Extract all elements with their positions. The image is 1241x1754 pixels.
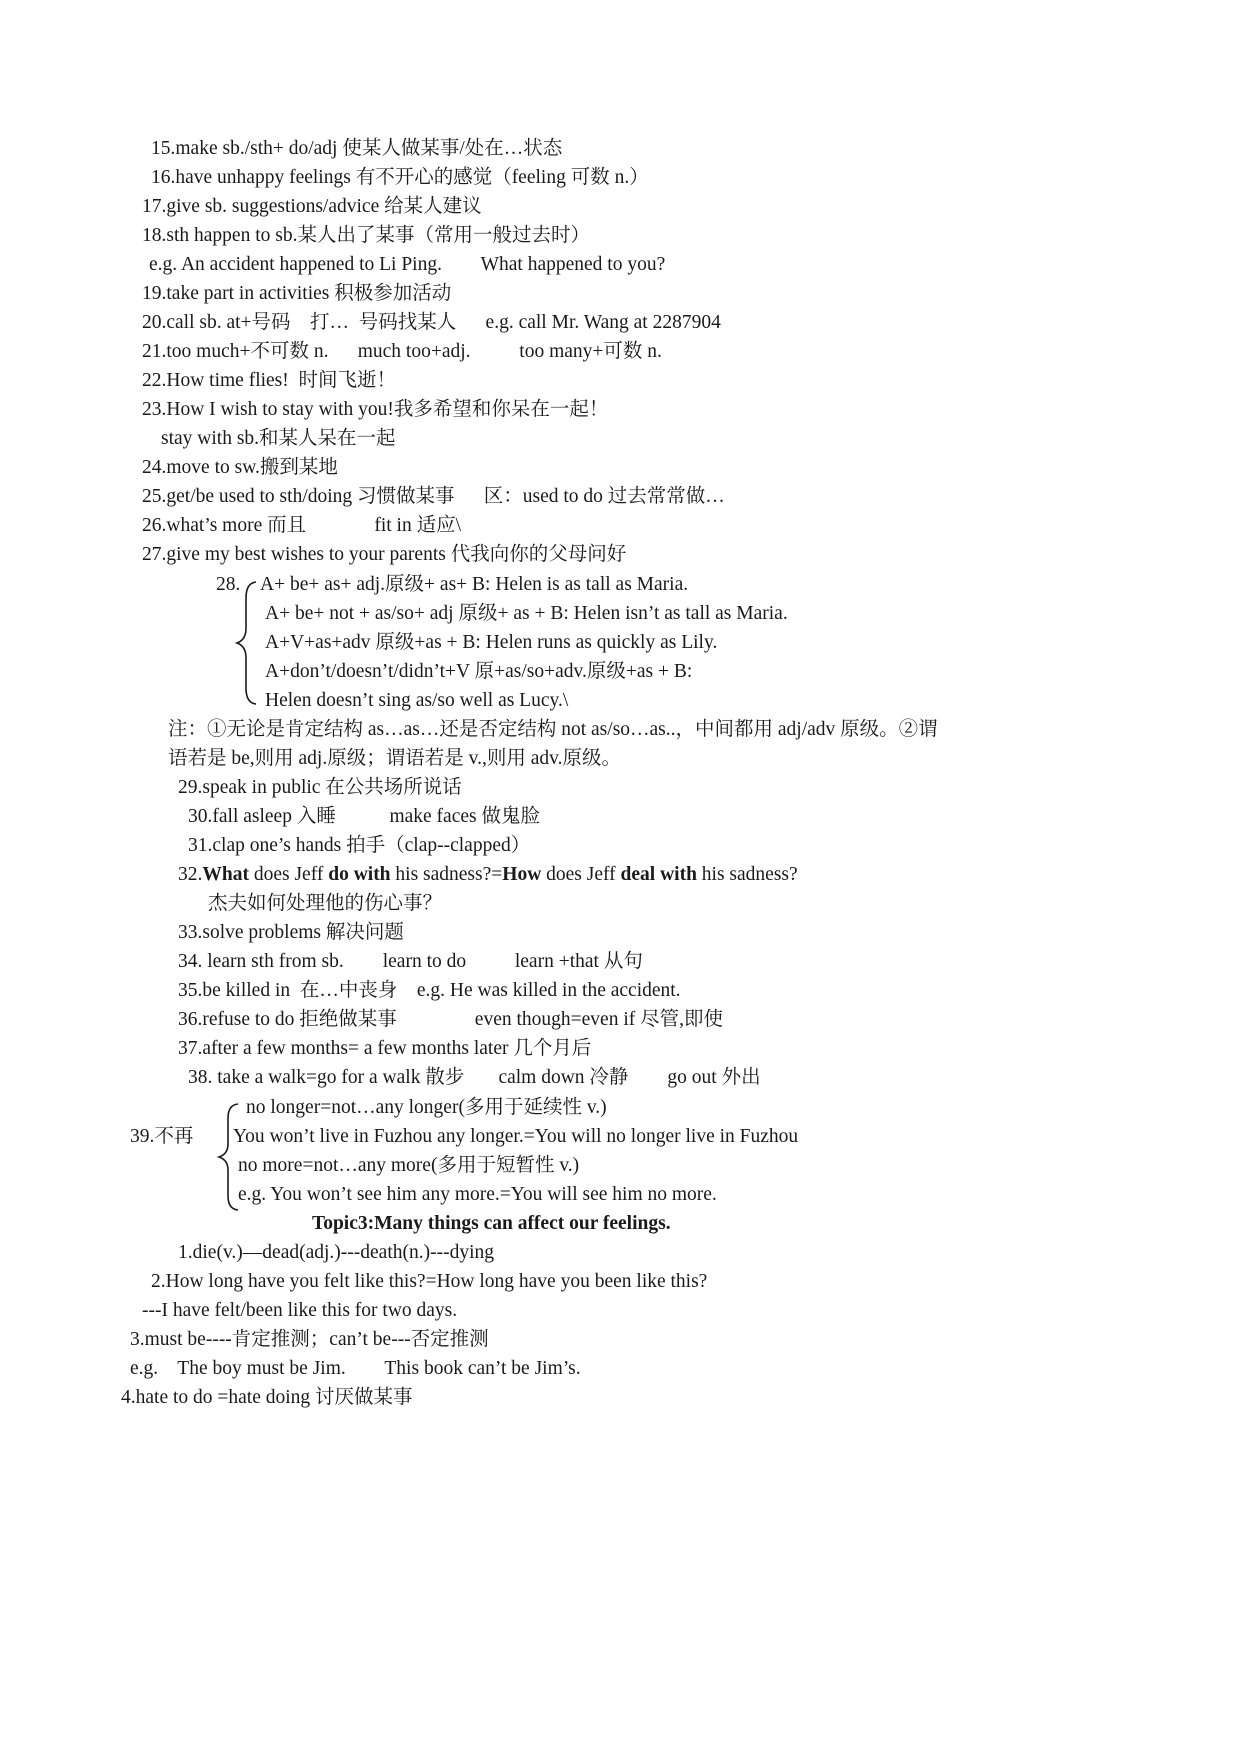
line-22: 22.How time flies! 时间飞逝！ xyxy=(142,370,397,391)
line-26: 26.what’s more 而且 fit in 适应\ xyxy=(142,515,462,536)
line-25: 25.get/be used to sth/doing 习惯做某事 区：used to do 过去常常做… xyxy=(142,486,725,507)
line-39-d: e.g. You won’t see him any more.=You will see him no more. xyxy=(238,1184,717,1205)
line-32-translation: 杰夫如何处理他的伤心事？ xyxy=(208,893,443,914)
line-23-sub: stay with sb.和某人呆在一起 xyxy=(161,428,396,449)
line-17: 17.give sb. suggestions/advice 给某人建议 xyxy=(142,196,482,217)
line-36: 36.refuse to do 拒绝做某事 even though=even if 尽管,即使 xyxy=(178,1009,724,1030)
line-39-number: 39.不再 xyxy=(130,1126,194,1147)
topic-heading: Topic3:Many things can affect our feelings. xyxy=(312,1213,671,1234)
line-28-d: A+don’t/doesn’t/didn’t+V 原+as/so+adv.原级+as + B: xyxy=(265,661,693,682)
line-39-a: no longer=not…any longer(多用于延续性 v.) xyxy=(246,1097,607,1118)
line-29: 29.speak in public 在公共场所说话 xyxy=(178,777,462,798)
line-31: 31.clap one’s hands 拍手（clap--clapped） xyxy=(188,835,531,856)
line-32-part: does Jeff xyxy=(248,864,329,885)
line-32 xyxy=(178,863,798,887)
note-line-2: 语若是 be,则用 adj.原级；谓语若是 v.,则用 adv.原级。 xyxy=(168,748,621,769)
topic-line-3-example: e.g. The boy must be Jim. This book can’t be Jim’s. xyxy=(130,1358,581,1379)
line-32-part: does Jeff xyxy=(541,864,621,885)
line-15: 15.make sb./sth+ do/adj 使某人做某事/处在…状态 xyxy=(151,138,563,159)
line-32-bold: deal with xyxy=(620,864,697,885)
line-18: 18.sth happen to sb.某人出了某事（常用一般过去时） xyxy=(142,225,590,246)
line-37: 37.after a few months= a few months later 几个月后 xyxy=(178,1038,592,1059)
line-21: 21.too much+不可数 n. much too+adj. too many+可数 n. xyxy=(142,341,662,362)
line-33: 33.solve problems 解决问题 xyxy=(178,922,404,943)
brace-28 xyxy=(234,580,262,706)
line-28-e: Helen doesn’t sing as/so well as Lucy.\ xyxy=(265,690,569,711)
line-28-number: 28. xyxy=(216,574,241,595)
line-39-c: no more=not…any more(多用于短暂性 v.) xyxy=(238,1155,580,1176)
topic-line-2: 2.How long have you felt like this?=How long have you been like this? xyxy=(151,1271,708,1292)
line-35: 35.be killed in 在…中丧身 e.g. He was killed in the accident. xyxy=(178,980,681,1001)
topic-line-1: 1.die(v.)—dead(adj.)---death(n.)---dying xyxy=(178,1242,495,1263)
topic-line-4: 4.hate to do =hate doing 讨厌做某事 xyxy=(121,1387,413,1408)
line-30: 30.fall asleep 入睡 make faces 做鬼脸 xyxy=(188,806,540,827)
topic-line-3: 3.must be----肯定推测；can’t be---否定推测 xyxy=(130,1329,489,1350)
line-28-a: A+ be+ as+ adj.原级+ as+ B: Helen is as tall as Maria. xyxy=(260,574,689,595)
topic-line-2-answer: ---I have felt/been like this for two days. xyxy=(142,1300,458,1321)
line-18-example: e.g. An accident happened to Li Ping. What happened to you? xyxy=(149,254,666,275)
line-23: 23.How I wish to stay with you!我多希望和你呆在一起！ xyxy=(142,399,609,420)
line-32-bold: What xyxy=(202,864,249,885)
line-32-part: 32. xyxy=(178,864,203,885)
line-32-bold: How xyxy=(502,864,542,885)
line-19: 19.take part in activities 积极参加活动 xyxy=(142,283,452,304)
line-28-c: A+V+as+adv 原级+as + B: Helen runs as quickly as Lily. xyxy=(265,632,718,653)
line-32-bold: do with xyxy=(328,864,391,885)
line-28-b: A+ be+ not + as/so+ adj 原级+ as + B: Helen isn’t as tall as Maria. xyxy=(265,603,788,624)
line-39-b: You won’t live in Fuzhou any longer.=You will no longer live in Fuzhou xyxy=(233,1126,799,1147)
line-38: 38. take a walk=go for a walk 散步 calm down 冷静 go out 外出 xyxy=(188,1067,761,1088)
line-34: 34. learn sth from sb. learn to do learn +that 从句 xyxy=(178,951,643,972)
line-32-part: his sadness?= xyxy=(390,864,503,885)
line-27: 27.give my best wishes to your parents 代我向你的父母问好 xyxy=(142,544,627,565)
line-20: 20.call sb. at+号码 打… 号码找某人 e.g. call Mr. Wang at 2287904 xyxy=(142,312,721,333)
note-line-1: 注：①无论是肯定结构 as…as…还是否定结构 not as/so…as..，中间都用 adj/adv 原级。②谓 xyxy=(168,719,938,740)
line-24: 24.move to sw.搬到某地 xyxy=(142,457,338,478)
line-16: 16.have unhappy feelings 有不开心的感觉（feeling 可数 n.） xyxy=(151,167,649,188)
line-32-part: his sadness? xyxy=(696,864,798,885)
